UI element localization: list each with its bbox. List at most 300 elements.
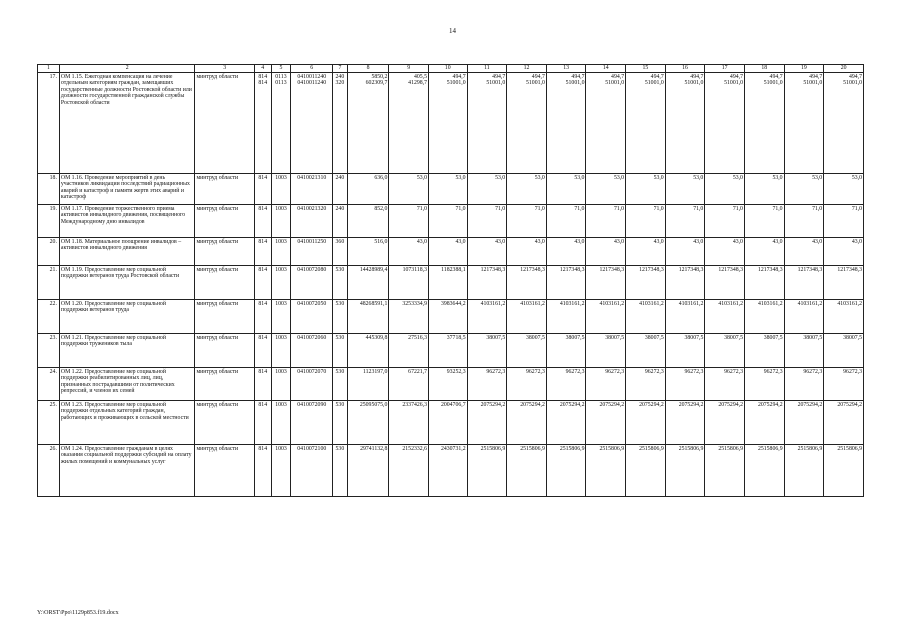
cell-value: 494,7 [690,73,704,80]
value-cell [665,72,705,173]
executor: минтруд области [195,265,254,299]
cell-value: 1003 [275,300,287,307]
cell-value: 43,0 [455,238,466,245]
value-cell [824,367,864,400]
cell-value: 96272,3 [724,368,743,375]
value-cell [784,237,824,265]
value-cell [254,237,271,265]
executor: минтруд области [195,72,254,173]
value-cell [467,204,507,237]
cell-value: 494,7 [571,73,585,80]
executor: минтруд области [195,299,254,333]
cell-value: 51001,0 [565,80,585,87]
value-cell [626,333,666,367]
value-cell [705,299,745,333]
cell-value: 53,0 [693,174,704,181]
cell-value: 43,0 [534,238,545,245]
row-number: 26. [38,444,60,496]
executor: минтруд области [195,367,254,400]
value-cell [744,333,784,367]
value-cell [467,237,507,265]
column-header: 14 [586,65,626,73]
value-cell [271,204,291,237]
cell-value: 51001,0 [486,80,506,87]
column-header: 4 [254,65,271,73]
cell-value: 494,7 [531,73,545,80]
value-cell [744,237,784,265]
value-cell [254,333,271,367]
cell-value: 29741132,8 [360,445,388,452]
cell-value: 2075294,2 [559,401,585,408]
activity-name: ОМ 1.16. Проведение мероприятий в день участников ликвидации последствий радиационных аварий и катастроф и памяти жертв этих аварий и катастроф [59,173,195,204]
value-cell [254,400,271,444]
cell-value: 1217348,3 [678,266,704,273]
cell-value: 96272,3 [843,368,862,375]
value-cell [784,444,824,496]
cell-value: 96272,3 [486,368,506,375]
activity-name: ОМ 1.19. Предоставление мер социальной поддержки ветеранов труда Ростовской области [59,265,195,299]
cell-value: 27516,3 [408,334,428,341]
value-cell [429,173,468,204]
cell-value: 51001,0 [446,80,466,87]
value-cell [824,173,864,204]
cell-value: 494,7 [611,73,625,80]
cell-value: 67221,7 [408,368,428,375]
value-cell [626,173,666,204]
cell-value: 4103161,2 [678,300,704,307]
page-number: 14 [449,27,456,35]
value-cell [665,367,705,400]
value-cell [291,72,333,173]
value-cell [347,265,389,299]
value-cell [389,367,429,400]
cell-value: 38007,5 [684,334,704,341]
value-cell [824,204,864,237]
cell-value: 38007,5 [526,334,545,341]
cell-value: 1182388,1 [441,266,466,273]
column-header: 3 [195,65,254,73]
cell-value: 1003 [275,368,287,375]
value-cell [744,367,784,400]
column-header: 20 [824,65,864,73]
cell-value: 38007,5 [763,334,783,341]
cell-value: 43,0 [495,238,506,245]
cell-value: 4103161,2 [480,300,506,307]
value-cell [665,333,705,367]
cell-value: 96272,3 [644,368,664,375]
cell-value: 51001,0 [605,80,625,87]
column-header: 10 [429,65,468,73]
value-cell [705,173,745,204]
activity-name: ОМ 1.23. Предоставление мер социальной поддержки отдельных категорий граждан, работающих и проживающих в сельской местности [59,400,195,444]
value-cell [347,72,389,173]
value-cell [254,299,271,333]
cell-value: 4103161,2 [837,300,862,307]
column-header: 18 [744,65,784,73]
cell-value: 1217348,3 [599,266,625,273]
value-cell [429,237,468,265]
file-path: Y:\ORST\Ppo\1129p853.f19.docx [37,610,119,616]
cell-value: 14428989,4 [359,266,388,273]
value-cell [824,444,864,496]
cell-value: 43,0 [732,238,743,245]
cell-value: 43,0 [613,238,625,245]
cell-value: 71,0 [495,205,506,212]
row-number: 21. [38,265,60,299]
cell-value: 530 [335,266,345,273]
value-cell [586,333,626,367]
cell-value: 494,7 [848,73,862,80]
cell-value: 53,0 [772,174,783,181]
cell-value: 0410021320 [297,205,327,212]
value-cell [744,444,784,496]
value-cell [389,173,429,204]
cell-value: 2152332,6 [402,445,428,452]
value-cell [389,400,429,444]
value-cell [254,367,271,400]
value-cell [271,444,291,496]
cell-value: 43,0 [416,238,428,245]
cell-value: 494,7 [650,73,664,80]
value-cell [784,72,824,173]
cell-value: 96272,3 [763,368,783,375]
cell-value: 494,7 [452,73,466,80]
value-cell [389,299,429,333]
cell-value: 1003 [275,205,287,212]
value-cell [626,367,666,400]
cell-value: 71,0 [732,205,743,212]
table-row [38,265,864,299]
cell-value: 53,0 [495,174,506,181]
value-cell [429,204,468,237]
value-cell [291,444,333,496]
cell-value: 1003 [275,334,287,341]
executor: минтруд области [195,400,254,444]
value-cell [291,173,333,204]
value-cell [333,237,348,265]
value-cell [824,72,864,173]
value-cell [626,72,666,173]
cell-value: 636,0 [374,174,388,181]
cell-value: 2337426,3 [402,401,428,408]
cell-value: 1003 [275,174,287,181]
value-cell [254,72,271,173]
column-header: 6 [291,65,333,73]
cell-value: 814 [258,205,268,212]
cell-value: 530 [335,334,345,341]
cell-value: 0410072070 [297,368,327,375]
value-cell [744,299,784,333]
cell-value: 240 [335,73,345,80]
cell-value: 0410072090 [297,401,327,408]
cell-value: 320 [335,80,345,87]
column-header: 1 [38,65,60,73]
value-cell [507,400,547,444]
value-cell [347,333,389,367]
value-cell [546,173,586,204]
value-cell [254,444,271,496]
cell-value: 1217348,3 [797,266,823,273]
value-cell [586,299,626,333]
cell-value: 93252,3 [446,368,466,375]
cell-value: 530 [335,368,345,375]
value-cell [507,333,547,367]
row-number: 22. [38,299,60,333]
row-number: 20. [38,237,60,265]
column-header: 8 [347,65,389,73]
value-cell [626,237,666,265]
cell-value: 38007,5 [803,334,823,341]
value-cell [333,173,348,204]
cell-value: 814 [258,80,268,87]
executor: минтруд области [195,173,254,204]
value-cell [665,265,705,299]
cell-value: 3253334,9 [402,300,428,307]
cell-value: 530 [335,445,345,452]
cell-value: 5850,2 [371,73,388,80]
cell-value: 445309,8 [365,334,388,341]
value-cell [389,265,429,299]
value-cell [271,299,291,333]
value-cell [665,444,705,496]
cell-value: 814 [258,238,268,245]
cell-value: 1217348,3 [639,266,664,273]
value-cell [347,367,389,400]
cell-value: 53,0 [732,174,743,181]
value-cell [291,367,333,400]
cell-value: 1217348,3 [520,266,545,273]
value-cell [507,367,547,400]
cell-value: 602309,7 [365,80,388,87]
value-cell [333,444,348,496]
value-cell [626,400,666,444]
table-row [38,237,864,265]
value-cell [347,299,389,333]
value-cell [586,204,626,237]
column-header: 5 [271,65,291,73]
value-cell [429,444,468,496]
cell-value: 4103161,2 [599,300,625,307]
value-cell [333,265,348,299]
value-cell [744,173,784,204]
value-cell [784,265,824,299]
value-cell [586,237,626,265]
cell-value: 71,0 [574,205,585,212]
executor: минтруд области [195,237,254,265]
cell-value: 2075294,2 [520,401,545,408]
column-header: 7 [333,65,348,73]
cell-value: 2004706,7 [440,401,466,408]
cell-value: 96272,3 [526,368,545,375]
cell-value: 43,0 [653,238,664,245]
cell-value: 53,0 [574,174,585,181]
value-cell [254,265,271,299]
value-cell [507,265,547,299]
value-cell [347,444,389,496]
value-cell [705,237,745,265]
cell-value: 405,5 [413,73,428,80]
table-row [38,299,864,333]
cell-value: 814 [258,174,268,181]
value-cell [429,400,468,444]
cell-value: 71,0 [772,205,783,212]
activity-name: ОМ 1.22. Предоставление мер социальной поддержки реабилитированных лиц, лиц, признанных пострадавшими от политических репрессий, и членов их семей [59,367,195,400]
cell-value: 71,0 [812,205,823,212]
value-cell [291,265,333,299]
cell-value: 1003 [275,266,287,273]
table-row [38,204,864,237]
value-cell [507,204,547,237]
value-cell [389,444,429,496]
cell-value: 41298,7 [408,80,428,87]
value-cell [254,173,271,204]
value-cell [467,299,507,333]
value-cell [467,367,507,400]
cell-value: 3983644,2 [440,300,466,307]
cell-value: 814 [258,266,268,273]
value-cell [546,237,586,265]
activity-name: ОМ 1.21. Предоставление мер социальной поддержки тружеников тыла [59,333,195,367]
value-cell [586,444,626,496]
value-cell [626,299,666,333]
value-cell [665,204,705,237]
cell-value: 51001,0 [526,80,545,87]
cell-value: 1123197,0 [362,368,388,375]
value-cell [586,72,626,173]
cell-value: 38007,5 [644,334,664,341]
cell-value: 1003 [275,445,287,452]
cell-value: 0410072050 [297,300,327,307]
value-cell [467,400,507,444]
cell-value: 96272,3 [565,368,585,375]
cell-value: 53,0 [812,174,823,181]
cell-value: 38007,5 [843,334,862,341]
cell-value: 96272,3 [684,368,704,375]
value-cell [271,400,291,444]
value-cell [665,400,705,444]
value-cell [333,400,348,444]
value-cell [254,204,271,237]
value-cell [291,400,333,444]
cell-value: 814 [258,73,268,80]
value-cell [271,237,291,265]
value-cell [744,400,784,444]
cell-value: 2075294,2 [480,401,506,408]
value-cell [333,367,348,400]
cell-value: 2515806,9 [480,445,506,452]
value-cell [824,299,864,333]
value-cell [586,367,626,400]
cell-value: 2515806,9 [520,445,545,452]
cell-value: 2515806,9 [599,445,625,452]
row-number: 24. [38,367,60,400]
value-cell [546,333,586,367]
cell-value: 4103161,2 [757,300,783,307]
cell-value: 1217348,3 [480,266,506,273]
cell-value: 43,0 [772,238,783,245]
cell-value: 43,0 [693,238,704,245]
cell-value: 2515806,9 [639,445,664,452]
row-number: 25. [38,400,60,444]
cell-value: 51001,0 [843,80,862,87]
value-cell [784,204,824,237]
value-cell [467,265,507,299]
cell-value: 53,0 [851,174,862,181]
cell-value: 53,0 [534,174,545,181]
activity-name: ОМ 1.15. Ежегодная компенсация на лечение отдельным категориям граждан, замещавших государственные должности Ростовской области или должности государственной гражданской службы Ростовской области [59,72,195,173]
activity-name: ОМ 1.20. Предоставление мер социальной поддержки ветеранов труда [59,299,195,333]
value-cell [347,204,389,237]
value-cell [429,333,468,367]
cell-value: 4103161,2 [639,300,664,307]
value-cell [389,333,429,367]
cell-value: 1217348,3 [559,266,585,273]
cell-value: 814 [258,401,268,408]
row-number: 23. [38,333,60,367]
value-cell [546,400,586,444]
cell-value: 0410072080 [297,266,327,273]
value-cell [429,367,468,400]
cell-value: 2515806,9 [559,445,585,452]
cell-value: 1217348,3 [837,266,862,273]
value-cell [507,444,547,496]
value-cell [744,204,784,237]
cell-value: 1003 [275,238,287,245]
table-row [38,367,864,400]
value-cell [784,400,824,444]
cell-value: 240 [335,205,345,212]
activity-name: ОМ 1.18. Материальное поощрение инвалидов – активистов инвалидного движения [59,237,195,265]
cell-value: 2515806,9 [797,445,823,452]
value-cell [389,204,429,237]
cell-value: 814 [258,445,268,452]
row-number: 18. [38,173,60,204]
cell-value: 240 [335,174,345,181]
value-cell [824,333,864,367]
value-cell [291,333,333,367]
value-cell [467,444,507,496]
cell-value: 53,0 [613,174,625,181]
cell-value: 38007,5 [565,334,585,341]
cell-value: 0410072100 [297,445,327,452]
cell-value: 0410011250 [297,238,327,245]
value-cell [271,333,291,367]
value-cell [705,444,745,496]
cell-value: 494,7 [809,73,823,80]
value-cell [824,265,864,299]
value-cell [291,237,333,265]
cell-value: 1217348,3 [718,266,743,273]
column-header: 11 [467,65,507,73]
cell-value: 71,0 [851,205,862,212]
cell-value: 852,0 [374,205,388,212]
value-cell [546,444,586,496]
value-cell [333,204,348,237]
value-cell [626,204,666,237]
cell-value: 530 [335,401,345,408]
table-row [38,173,864,204]
cell-value: 0113 [275,73,287,80]
value-cell [744,72,784,173]
cell-value: 96272,3 [803,368,823,375]
cell-value: 814 [258,334,268,341]
cell-value: 51001,0 [803,80,823,87]
column-header: 12 [507,65,547,73]
cell-value: 516,0 [374,238,388,245]
cell-value: 71,0 [455,205,466,212]
value-cell [626,444,666,496]
cell-value: 494,7 [769,73,783,80]
